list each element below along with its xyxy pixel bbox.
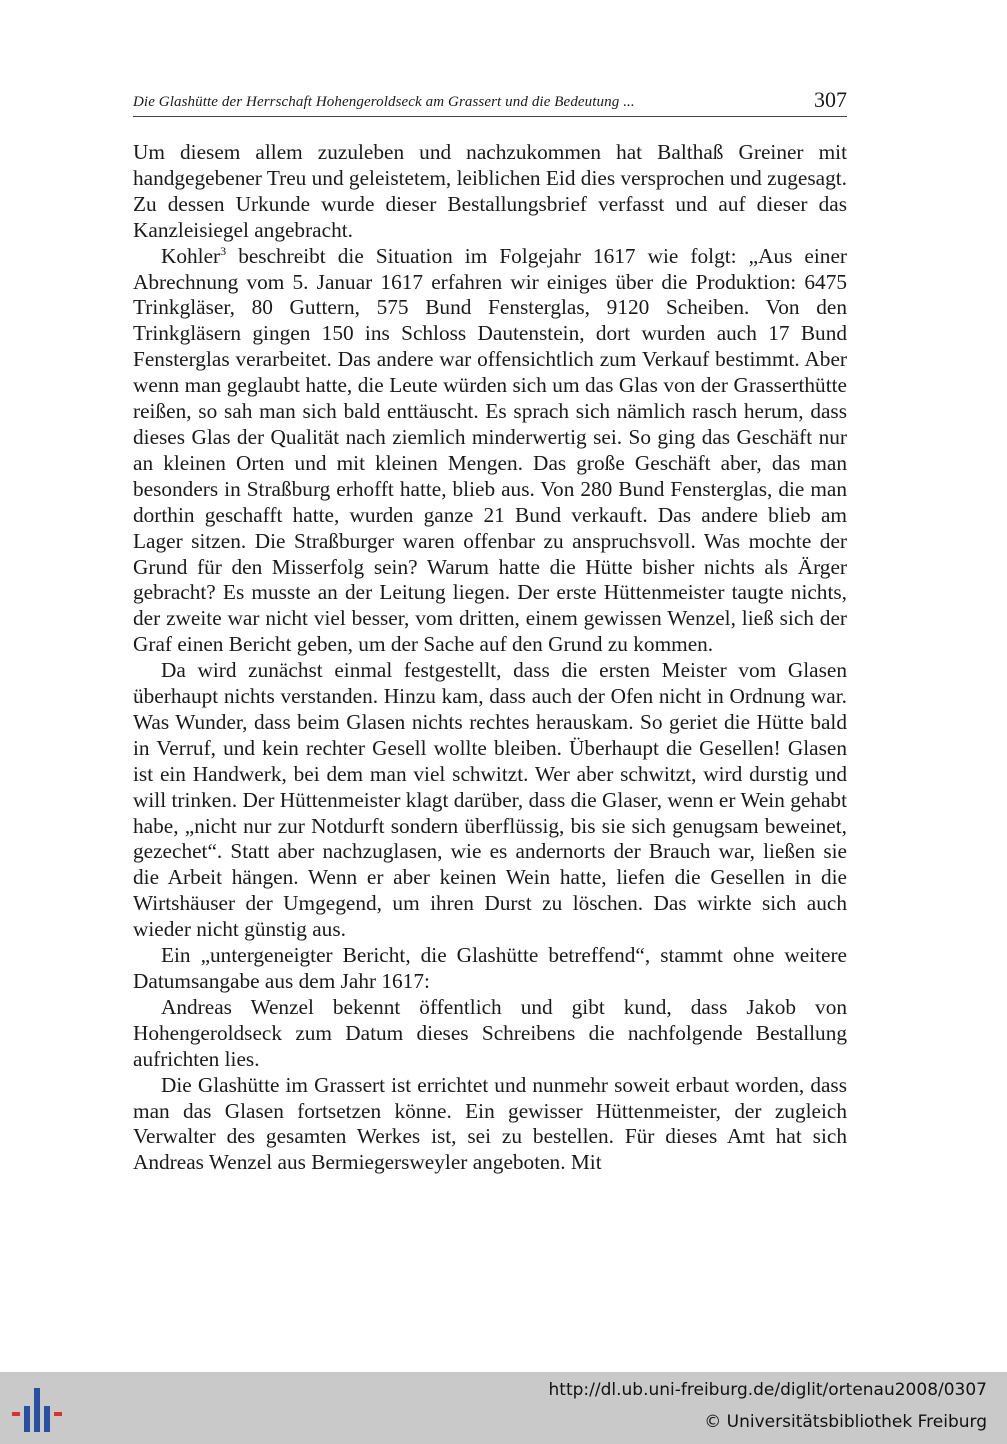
paragraph-3 — [133, 658, 847, 943]
paragraph-text: Die Glashütte im Grassert ist errichtet und nunmehr soweit erbaut worden, dass man das Glasen fortsetzen könne. Ein gewisser Hüttenmeister, der zugleich Verwalter des gesamten Werkes ist, sei zu bestellen. Für dieses Amt hat sich Andreas Wenzel aus Bermiegersweyler angeboten. Mit — [133, 1072, 847, 1175]
paragraph-text: Andreas Wenzel bekennt öffentlich und gibt kund, dass Jakob von Hohengeroldseck zum Datum dieses Schreibens die nachfolgende Bestallung aufrichten lies. — [133, 994, 847, 1071]
paragraph-5 — [133, 995, 847, 1073]
paragraph-text: Da wird zunächst einmal festgestellt, dass die ersten Meister vom Glasen überhaupt nichts verstanden. Hinzu kam, dass auch der Ofen nicht in Ordnung war. Was Wunder, dass beim Glasen nichts rechtes herauskam. So geriet die Hütte bald in Verruf, und kein rechter Gesell wollte bleiben. Überhaupt die Gesellen! Glasen ist ein Handwerk, bei dem man viel schwitzt. Wer aber schwitzt, wird durstig und will trinken. Der Hüttenmeister klagt darüber, dass die Glaser, wenn er Wein gehabt habe, „nicht nur zur Notdurft sondern überflüssig, bis sie sich genugsam beweinet, gezechet“. Statt aber nachzuglasen, wie es andernorts der Brauch war, ließen sie die Arbeit hängen. Wenn er aber keinen Wein hatte, liefen die Gesellen in die Wirtshäuser der Umgegend, um ihren Durst zu löschen. Das wirkte sich auch wieder nicht günstig aus. — [133, 658, 847, 942]
paragraph-text: beschreibt die Situation im Folgejahr 1617 wie folgt: „Aus einer Abrechnung vom 5. Januar 1617 erfahren wir einiges über die Produktion: 6475 Trinkgläser, 80 Guttern, 575 Bund Fensterglas, 9120 Scheiben. Von den Trinkgläsern gingen 150 ins Schloss Dautenstein, dort wurden auch 17 Bund Fensterglas verarbeitet. Das andere war offensichtlich zum Verkauf bestimmt. Aber wenn man geglaubt hatte, die Leute würden sich um das Glas von der Grasserthütte reißen, so sah man sich bald enttäuscht. Es sprach sich nämlich rasch herum, dass dieses Glas der Qualität nach ziemlich minderwertig sei. So ging das Geschäft nur an kleinen Orten und mit kleinen Mengen. Das große Geschäft aber, das man besonders in Straßburg erhofft hatte, blieb aus. Von 280 Bund Fensterglas, die man dorthin geschafft hatte, wurden ganze 21 Bund verkauft. Das andere blieb am Lager sitzen. Die Straßburger waren offenbar zu anspruchsvoll. Was mochte der Grund für den Misserfolg sein? Warum hatte die Hütte bisher nichts als Ärger gebracht? Es musste an der Leitung liegen. Der erste Hüttenmeister taugte nichts, der zweite war nicht viel besser, vom dritten, einem gewissen Wenzel, ließ sich der Graf einen Bericht geben, um der Sache auf den Grund zu kommen. — [133, 243, 847, 657]
running-header-title: Die Glashütte der Herrschaft Hohengeroldseck am Grassert und die Bedeutung ... — [133, 94, 635, 110]
paragraph-text-lead: Kohler — [161, 243, 221, 268]
paragraph-text: Um diesem allem zuzuleben und nachzukommen hat Balthaß Greiner mit handgegebener Treu und geleistetem, leiblichen Eid dies versprochen und zugesagt. Zu dessen Urkunde wurde dieser Bestallungsbrief verfasst und auf dieser das Kanzleisiegel angebracht. — [133, 140, 847, 242]
library-footer — [0, 1372, 1007, 1444]
footnote-reference: 3 — [220, 243, 227, 258]
page-number: 307 — [814, 87, 847, 112]
copyright-notice: © Universitätsbibliothek Freiburg — [704, 1412, 987, 1432]
paragraph-4 — [133, 943, 847, 995]
body-text — [133, 140, 847, 1176]
paragraph-6 — [133, 1073, 847, 1177]
permalink-url[interactable]: http://dl.ub.uni-freiburg.de/diglit/ortenau2008/0307 — [548, 1380, 987, 1400]
paragraph-1 — [133, 140, 847, 244]
ub-freiburg-logo-icon — [12, 1382, 64, 1438]
paragraph-text: Ein „untergeneigter Bericht, die Glashütte betreffend“, stammt ohne weitere Datumsangabe aus dem Jahr 1617: — [133, 943, 847, 993]
paragraph-2 — [133, 244, 847, 659]
running-header — [133, 86, 847, 117]
